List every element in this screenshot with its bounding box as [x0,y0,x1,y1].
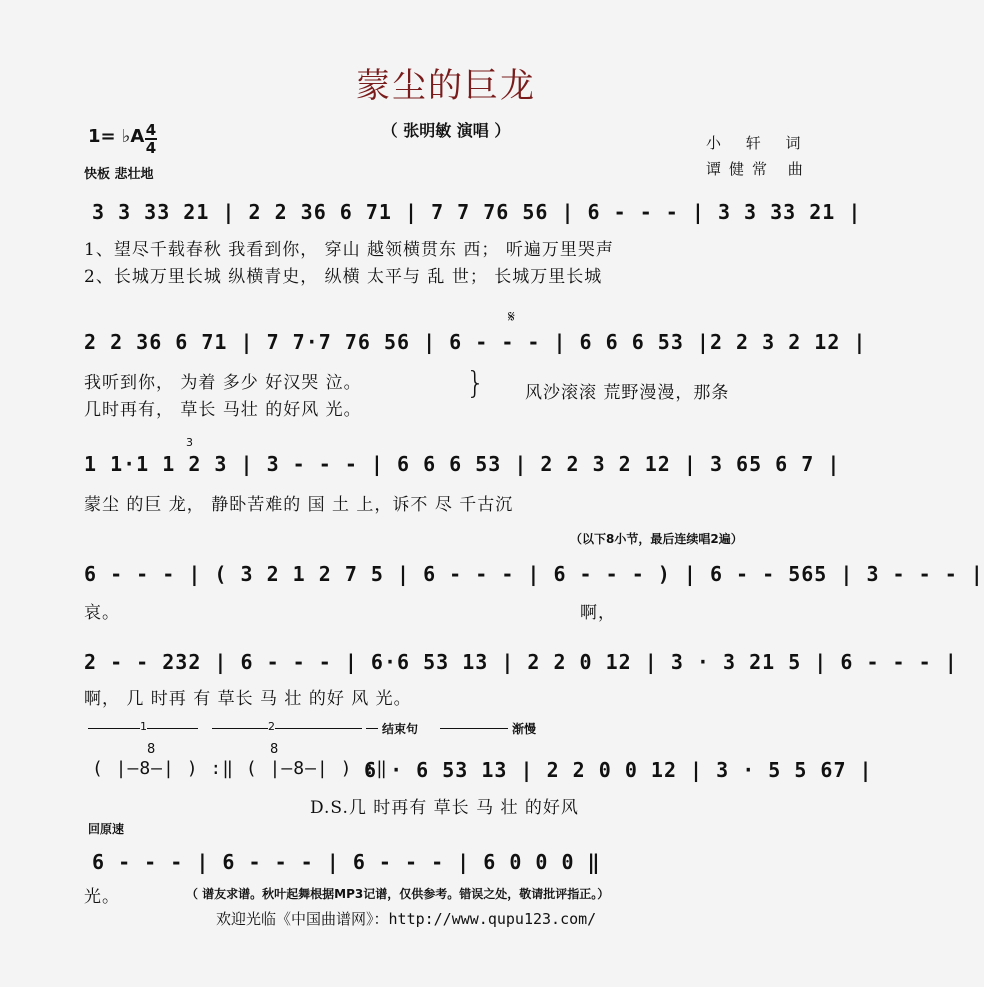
segno-sign: 𝄋 [508,307,515,326]
score-row-7-lyric: 光。 [84,887,120,907]
triplet-mark: 3 [186,436,193,449]
score-row-4-lyric: 哀。 [84,603,120,623]
score-row-1-lyric-verse1: 1、望尽千载春秋 我看到你， 穿山 越领横贯东 西； 听遍万里哭声 [84,240,614,260]
score-row-3-lyric: 蒙尘 的巨 龙， 静卧苦难的 国 土 上，诉不 尽 千古沉 [84,495,514,515]
score-row-2-notes: 2 2 36 6 71 | 7 7·7 76 56 | 6 - - - | 6 6 6 53 |2 2 3 2 12 | [84,330,867,354]
composer-credit: 谭健常 曲 [706,160,811,178]
score-row-3-notes: 1 1·1 1 2 3 | 3 - - - | 6 6 6 53 | 2 2 3 2 12 | 3 65 6 7 | [84,452,841,476]
ritardando-label: 渐慢 [512,722,537,736]
score-row-5-lyric: 啊， 几 时再 有 草长 马 壮 的好 风 光。 [84,689,412,709]
score-row-5-notes: 2 - - 232 | 6 - - - | 6·6 53 13 | 2 2 0 12 | 3 · 3 21 5 | 6 - - - | [84,650,958,674]
tempo-primo-label: 回原速 [88,822,125,836]
volta-2-line [212,728,362,729]
volta-2-number: 2 [268,720,275,733]
score-row-1-notes: 3 3 33 21 | 2 2 36 6 71 | 7 7 76 56 | 6 - - - | 3 3 33 21 | [92,200,862,224]
score-row-1-lyric-verse2: 2、长城万里长城 纵横青史， 纵横 太平与 乱 世； 长城万里长城 [84,267,603,287]
ending-label: 结束句 [382,722,419,736]
score-row-7-notes: 6 - - - | 6 - - - | 6 - - - | 6 0 0 0 ‖ [92,850,601,874]
score-row-6-lyric: D.S.几 时再有 草长 马 壮 的好风 [310,798,579,818]
repeat-annotation: （以下8小节，最后连续唱2遍） [570,532,743,546]
ending-line-right [440,728,508,729]
performer-line: （ 张明敏 演唱 ） [381,121,511,140]
tempo-marking: 快板 悲壮地 [84,167,154,182]
key-signature: 1= ♭A [88,126,145,147]
multi-rest-2-count: 8 [270,742,279,757]
ending-line-left [366,728,378,729]
transcriber-note: （ 谱友求谱。秋叶起舞根据MP3记谱，仅供参考。错误之处，敬请批评指正。） [186,887,610,901]
volta-1-number: 1 [140,720,147,733]
score-row-6-rests: ( |—8—| ) :‖ ( |—8—| ) :‖ [92,758,388,779]
score-row-2-lyric-verse2: 几时再有， 草长 马壮 的好风 光。 [84,400,362,420]
song-title: 蒙尘的巨龙 [356,66,536,106]
meter-top: 4 [145,121,157,139]
verse-brace: } [466,366,486,401]
score-row-6-notes: 6 · 6 53 13 | 2 2 0 0 12 | 3 · 5 5 67 | [364,758,873,782]
site-credit: 欢迎光临《中国曲谱网》：http://www.qupu123.com/ [216,910,597,928]
multi-rest-1-count: 8 [147,742,156,757]
score-row-2-lyric-chorus: 风沙滚滚 荒野漫漫，那条 [525,383,730,403]
lyricist-credit: 小 轩 词 [706,134,811,152]
score-row-4-notes: 6 - - - | ( 3 2 1 2 7 5 | 6 - - - | 6 - - - ) | 6 - - 565 | 3 - - - | [84,562,984,586]
meter-bottom: 4 [145,139,157,157]
time-signature [145,122,157,156]
score-row-4-lyric-right: 啊， [580,603,616,623]
score-row-2-lyric-verse1: 我听到你， 为着 多少 好汉哭 泣。 [84,373,362,393]
